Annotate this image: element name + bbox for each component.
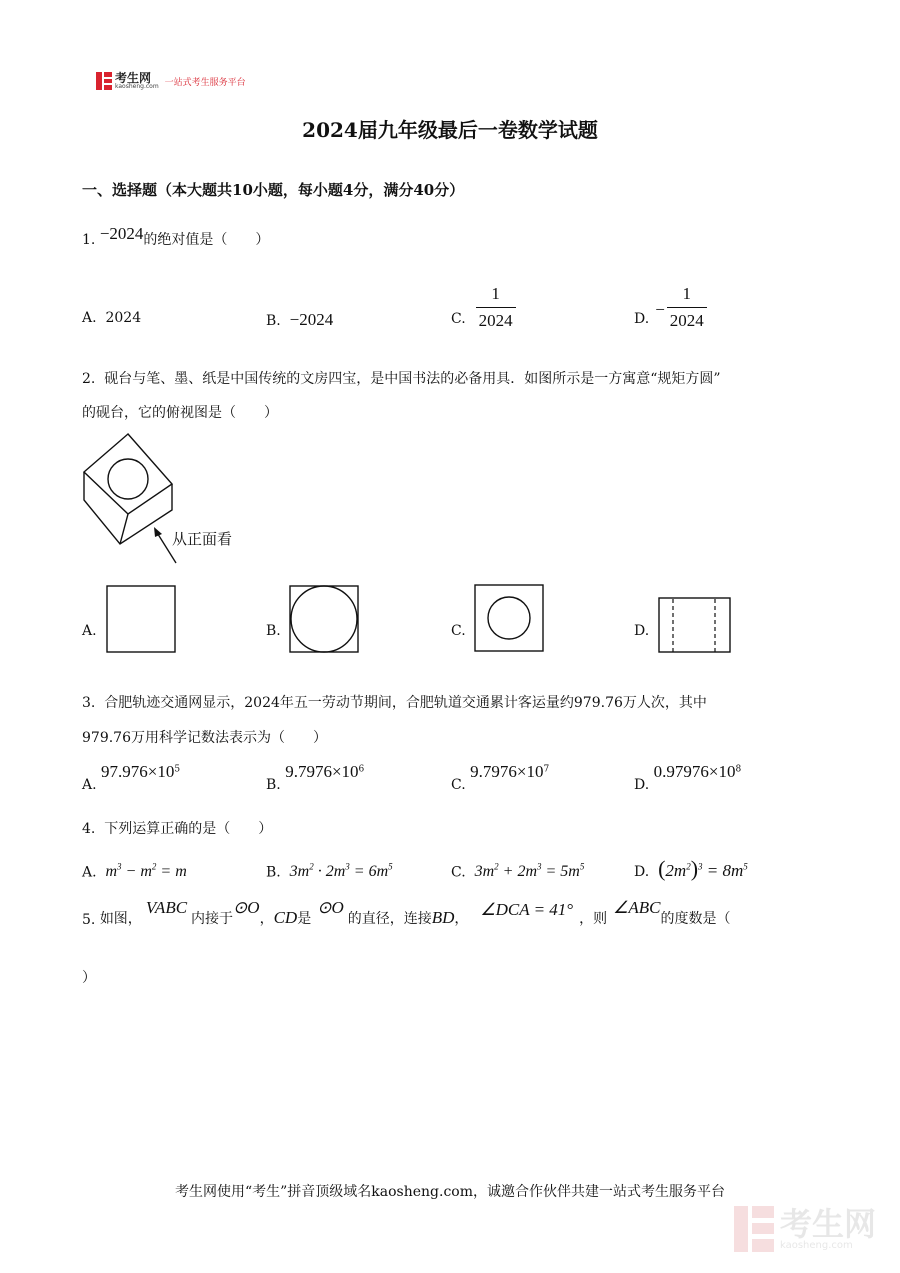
q2-option-c-label[interactable]: C. [451,623,466,639]
q2-option-b-figure[interactable] [289,585,361,655]
q4-option-d[interactable]: D. $(2m^2)^3 = 8m^5$ [634,856,748,881]
q4-option-b[interactable]: B. $3m^2 \cdot 2m^3 = 6m^5$ [266,862,393,881]
q1-option-c[interactable]: C. $\frac{1}{2024}$ [451,284,516,331]
q2-option-c-figure[interactable] [474,584,546,654]
logo-domain: kaosheng.com [115,83,159,90]
question-2-line2: 的砚台，它的俯视图是（ ） [82,405,278,421]
q1-option-b[interactable]: B. −2024 [266,310,334,329]
logo-mark-icon [96,72,112,90]
page-footer: 考生网使用“考生”拼音顶级域名kaosheng.com，诚邀合作伙伴共建一站式考生服务平台 [174,1184,726,1200]
q2-option-b-label[interactable]: B. [266,623,281,639]
q2-option-a-figure[interactable] [106,585,178,655]
q2-option-a-label[interactable]: A. [82,623,97,639]
site-logo [96,72,246,90]
q4-option-a[interactable]: A. $m^3 - m^2 = m$ [82,862,187,881]
logo-slogan: 一站式考生服务平台 [164,77,246,88]
question-3: 3. 合肥轨迹交通网显示，2024年五一劳动节期间，合肥轨道交通累计客运量约979.76万人次，其中 [82,695,707,711]
watermark-name: 考生网 [779,1204,876,1243]
question-3-line2: 979.76万用科学记数法表示为（ ） [82,730,327,746]
q2-option-d-label[interactable]: D. [634,623,650,639]
q3-option-c[interactable]: C. $9.7976\times 10^7$ [451,762,550,793]
logo-name: 考生网 [115,71,152,85]
q2-option-d-figure[interactable] [658,597,732,655]
q4-option-c[interactable]: C. $3m^2 + 2m^3 = 5m^5$ [451,862,585,881]
question-5: 5. 如图， VABC 内接于 ⊙O ， CD 是 ⊙O 的直径，连接 BD ， ∠DCA = 41° ，则 ∠ABC 的度数是（ [82,898,731,928]
section-heading: 一、选择题（本大题共10小题，每小题4分，满分40分） [82,181,465,199]
q3-option-b[interactable]: B. $9.7976\times 10^6$ [266,762,365,793]
q1-option-a[interactable]: A. 2024 [82,310,142,326]
watermark [734,1206,876,1252]
figure-view-label: 从正面看 [172,530,233,548]
q3-option-d[interactable]: D. $0.97976\times 10^8$ [634,762,742,793]
q3-option-a[interactable]: A. $97.976\times 10^5$ [82,762,181,793]
question-2: 2. 砚台与笔、墨、纸是中国传统的文房四宝，是中国书法的必备用具．如图所示是一方寓意“规矩方圆” [82,371,721,387]
question-1: 1. −2024的绝对值是（ ） [82,224,270,248]
question-4: 4. 下列运算正确的是（ ） [82,821,273,837]
watermark-domain: kaosheng.com [779,1239,853,1251]
q1-option-d[interactable]: D. − $\frac{1}{2024}$ [634,284,707,331]
inkstone-figure [76,430,186,570]
q1-expression: −2024 [99,224,144,243]
watermark-mark-icon [734,1206,774,1252]
page-title: 2024届九年级最后一卷数学试题 [302,118,598,142]
question-5-close: ） [82,970,96,986]
